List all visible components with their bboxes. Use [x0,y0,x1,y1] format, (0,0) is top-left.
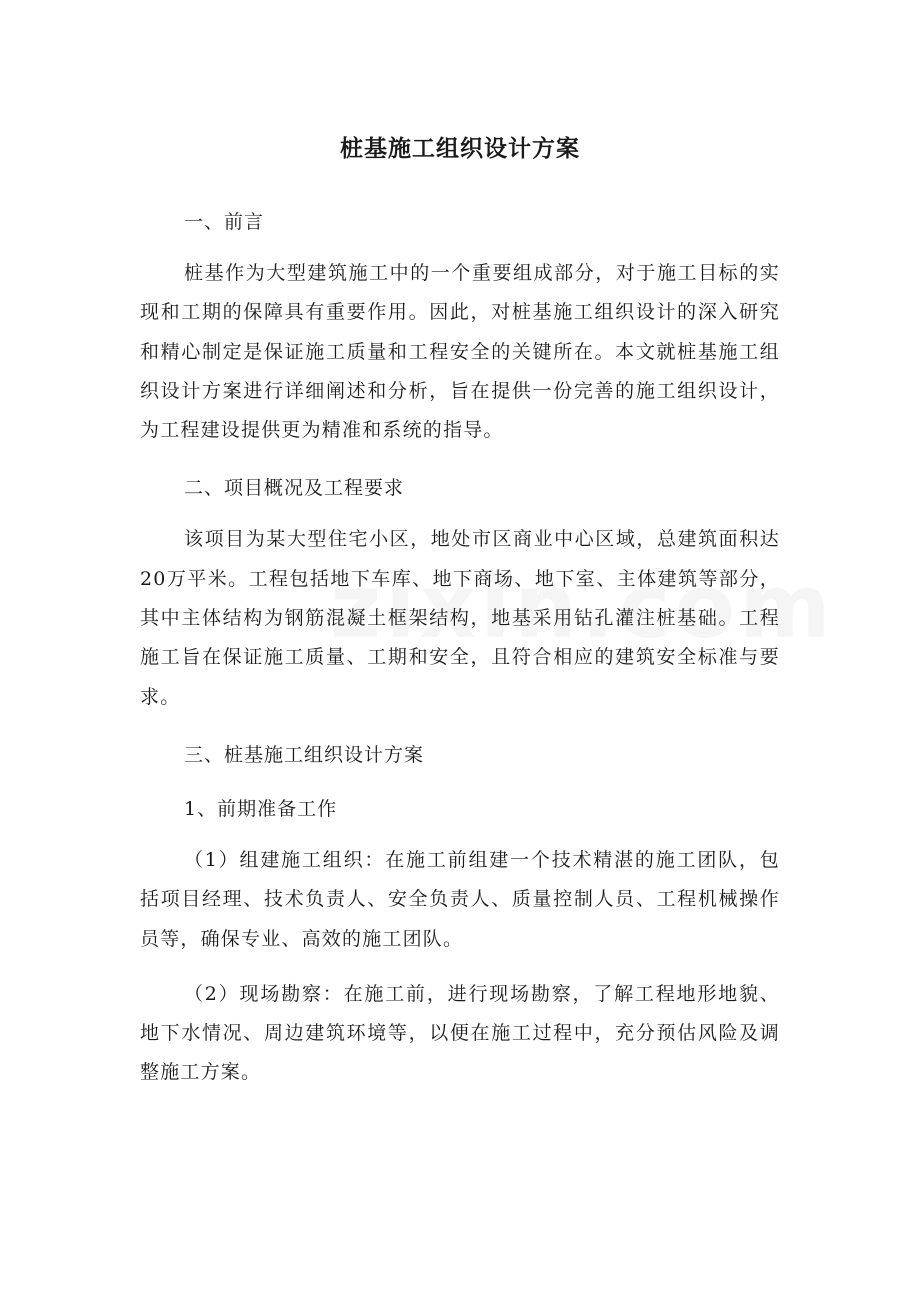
section-heading-overview: 二、项目概况及工程要求 [184,477,405,500]
list-item-site-survey: （2）现场勘察：在施工前，进行现场勘察，了解工程地形地貌、地下水情况、周边建筑环境等，以便在施工过程中，充分预估风险及调整施工方案。 [140,982,780,1084]
paragraph-overview: 该项目为某大型住宅小区，地处市区商业中心区域，总建筑面积达20万平米。工程包括地下车库、地下商场、地下室、主体建筑等部分，其中主体结构为钢筋混凝土框架结构，地基采用钻孔灌注桩基础。工程施工旨在保证施工质量、工期和安全，且符合相应的建筑安全标准与要求。 [140,528,780,708]
page-title: 桩基施工组织设计方案 [340,136,580,162]
list-item-organization: （1）组建施工组织：在施工前组建一个技术精湛的施工团队，包括项目经理、技术负责人、安全负责人、质量控制人员、工程机械操作员等，确保专业、高效的施工团队。 [140,848,780,950]
subsection-heading-preparation: 1、前期准备工作 [184,797,338,820]
section-heading-preface: 一、前言 [184,211,265,233]
document-body [140,200,780,1093]
section-heading-plan: 三、桩基施工组织设计方案 [184,743,425,766]
paragraph-preface: 桩基作为大型建筑施工中的一个重要组成部分，对于施工目标的实现和工期的保障具有重要作用。因此，对桩基施工组织设计的深入研究和精心制定是保证施工质量和工程安全的关键所在。本文就桩基施工组织设计方案进行详细阐述和分析，旨在提供一份完善的施工组织设计，为工程建设提供更为精准和系统的指导。 [140,262,780,442]
